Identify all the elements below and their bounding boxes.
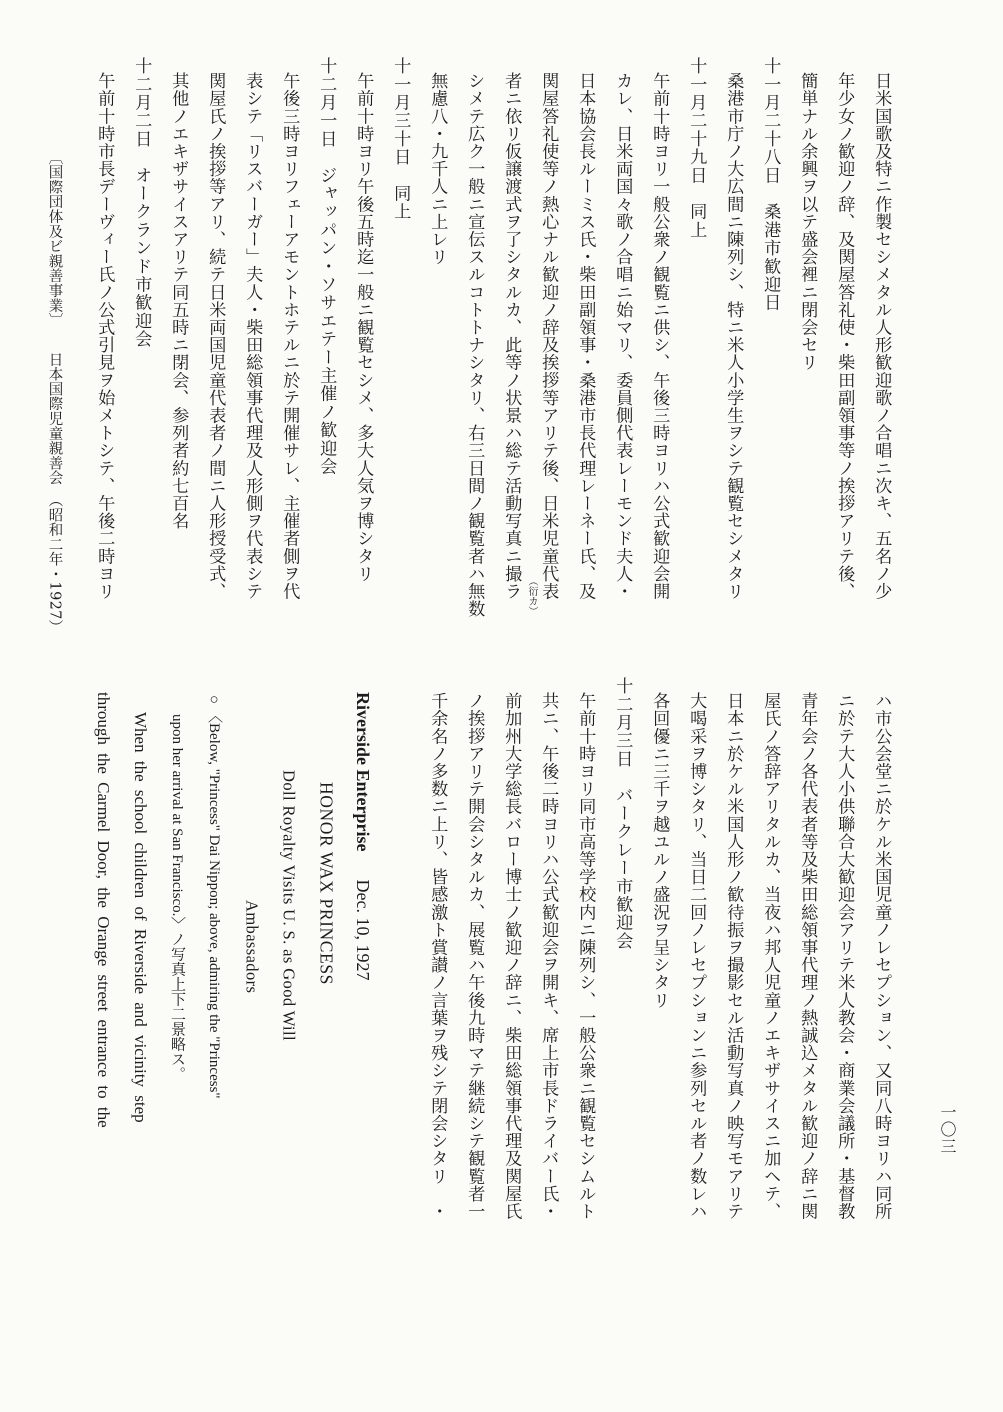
footer-source: 日本国際児童親善会 （昭和二年・1927） xyxy=(46,352,63,635)
date-heading: 十一月三十日 同上 xyxy=(390,57,411,221)
text-column: 大喝采ヲ博シタリ、当日二回ノレセプションニ参列セル者ノ数レハ xyxy=(686,692,707,1220)
text-column: 簡単ナル余興ヲ以テ盛会裡ニ閉会セリ xyxy=(797,72,818,372)
text-column: 前加州大学総長バロー博士ノ歓迎ノ辞ニ、柴田総領事代理及関屋氏 xyxy=(501,692,522,1220)
text-column: シメテ広ク一般ニ宣伝スルコトトナシタリ、右三日間ノ観覧者ハ無数 xyxy=(464,72,485,618)
editorial-note: （衍カ） xyxy=(526,576,537,616)
text-column: 年少女ノ歓迎ノ辞、及関屋答礼使・柴田副領事等ノ挨拶アリテ後、 xyxy=(834,72,855,600)
text-column: 関屋答礼使等ノ熱心ナル歓迎ノ辞及挨拶等アリテ後、日米児童代表 xyxy=(538,72,559,600)
article-headline: HONOR WAX PRINCESS xyxy=(316,782,337,986)
text-column: 日米国歌及特ニ作製セシメタル人形歓迎歌ノ合唱ニ次キ、五名ノ少 xyxy=(871,72,892,600)
article-subheadline: Ambassadors xyxy=(242,900,262,994)
date-heading: 十二月一日 ジャッパン・ソサエテー主催ノ歓迎会 xyxy=(316,57,337,476)
text-column: 共ニ、午後二時ヨリハ公式歓迎会ヲ開キ、席上市長ドライバー氏・ xyxy=(538,692,559,1220)
text-column: ハ市公会堂ニ於ケル米国児童ノレセプション、又同八時ヨリハ同所 xyxy=(871,692,892,1220)
text-column: 日本協会長ルーミス氏・柴田副領事・桑港市長代理レーネー氏、及 xyxy=(575,72,596,600)
text-column: 其他ノエキザサイスアリテ同五時ニ閉会、参列者約七百名 xyxy=(168,72,189,530)
text-column: 者ニ依リ仮譲渡式ヲ了シタルカ、此等ノ状景ハ総テ活動写真ニ撮ラ xyxy=(501,72,522,600)
text-column: ノ挨拶アリテ開会シタルカ、展覧ハ午後九時マテ継続シテ観覧者一 xyxy=(464,692,485,1220)
text-column: 午前十時ヨリ同市高等学校内ニ陳列シ、一般公衆ニ観覧セシムルト xyxy=(575,692,596,1220)
article-subheadline: Doll Royalty Visits U. S. as Good Will xyxy=(279,770,299,1041)
date-heading: 十一月二十八日 桑港市歓迎日 xyxy=(760,57,781,312)
date-heading: 十二月二日 オークランド市歓迎会 xyxy=(131,57,152,349)
text-column: 午前十時市長デーヴィー氏ノ公式引見ヲ始メトシテ、午後二時ヨリ xyxy=(94,72,115,600)
text-column: 千余名ノ多数ニ上リ、皆感激ト賞讃ノ言葉ヲ残シテ閉会シタリ ・ xyxy=(427,692,448,1220)
article-body-line: through the Carmel Door, the Orange street entrance to the xyxy=(94,692,113,1128)
text-column: 午後三時ヨリフェーアモントホテルニ於テ開催サレ、主催者側ヲ代 xyxy=(279,72,300,600)
footer-section-title: 〔国際団体及ビ親善事業〕 xyxy=(46,150,63,328)
text-column: カレ、日米両国々歌ノ合唱ニ始マリ、委員側代表レーモンド夫人・ xyxy=(612,72,633,600)
text-column: 日本ニ於ケル米国人形ノ歓待振ヲ撮影セル活動写真ノ映写モアリテ xyxy=(723,692,744,1220)
article-date: Dec. 10, 1927 xyxy=(353,879,373,981)
text-column: 青年会ノ各代表者等及柴田総領事代理ノ熱誠込メタル歓迎ノ辞ニ関 xyxy=(797,692,818,1220)
date-heading: 十二月三日 バークレー市歓迎会 xyxy=(612,677,633,950)
text-column: 関屋氏ノ挨拶等アリ、続テ日米両国児童代表者ノ間ニ人形授受式、 xyxy=(205,72,226,600)
text-column: 各回優ニ三千ヲ越ユルノ盛況ヲ呈シタリ xyxy=(649,692,670,1009)
text-column: 午前十時ヨリ一般公衆ノ観覧ニ供シ、午後三時ヨリハ公式歓迎会開 xyxy=(649,72,670,600)
photo-caption-note: ○〈Below, "Princess" Dai Nippon; above, admiring the "Princess" xyxy=(206,692,222,1099)
text-column: 午前十時ヨリ午後五時迄一般ニ観覧セシメ、多大人気ヲ博シタリ xyxy=(353,72,374,583)
date-heading: 十一月二十九日 同上 xyxy=(686,57,707,239)
photo-caption-note: upon her arrival at San Francisco.〉ノ写真上下二景略ス。 xyxy=(169,714,185,1082)
newspaper-title: Riverside Enterprise xyxy=(353,692,373,852)
page-number: 一〇三 xyxy=(938,1104,957,1155)
newspaper-name xyxy=(354,692,372,980)
text-column: 無慮八・九千人ニ上レリ xyxy=(427,72,448,266)
text-column: 桑港市庁ノ大広間ニ陳列シ、特ニ米人小学生ヲシテ観覧セシメタリ xyxy=(723,72,744,600)
article-body-line: When the school children of Riverside and vicinity step xyxy=(131,712,150,1123)
text-column: 表シテ「リスバーガー」夫人・柴田総領事代理及人形側ヲ代表シテ xyxy=(242,72,263,600)
text-column: ニ於テ大人小供聯合大歓迎会アリテ米人教会・商業会議所・基督教 xyxy=(834,692,855,1220)
text-column: 屋氏ノ答辞アリタルカ、当夜ハ邦人児童ノエキザサイスニ加ヘテ、 xyxy=(760,692,781,1220)
